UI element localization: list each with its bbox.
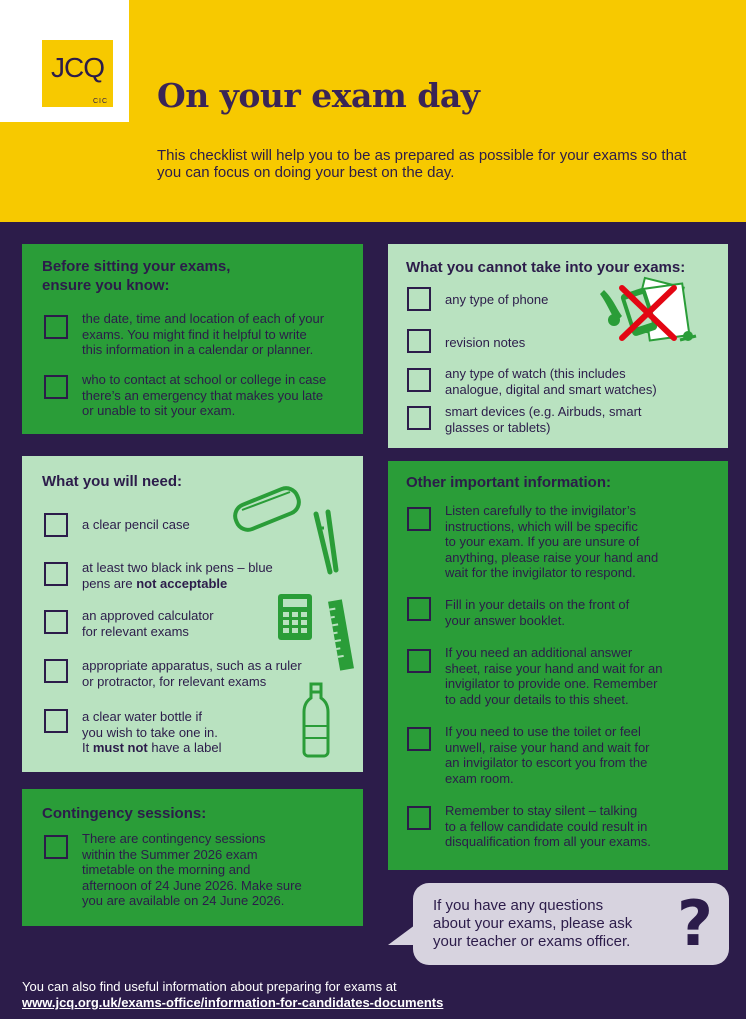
item-line: sheet, raise your hand and wait for an (445, 660, 663, 676)
item-line: any type of phone (445, 292, 549, 307)
before-item (82, 372, 372, 419)
item-line: your answer booklet. (445, 612, 565, 628)
item-line: you are available on 24 June 2026. (82, 893, 285, 908)
before-exams-panel (22, 244, 363, 434)
item-line: exams. You might find it helpful to write (82, 326, 307, 342)
item-emphasis: not acceptable (136, 575, 228, 591)
cannot-item (445, 292, 605, 308)
item-line: this information in a calendar or planner. (82, 342, 314, 357)
item-line: revision notes (445, 335, 526, 350)
checkbox[interactable] (407, 368, 431, 392)
checkbox[interactable] (44, 659, 68, 683)
item-line: appropriate apparatus, such as a ruler (82, 658, 302, 673)
item-line (82, 740, 292, 756)
item-text: It (82, 740, 93, 755)
item-line: you wish to take one in. (82, 724, 218, 740)
item-line: exam room. (445, 770, 514, 786)
checkbox[interactable] (407, 406, 431, 430)
checkbox[interactable] (407, 507, 431, 531)
will-need-title: What you will need: (42, 473, 183, 490)
pencil-case-icon (228, 478, 308, 538)
checkbox[interactable] (44, 315, 68, 339)
item-line: any type of watch (this includes (445, 366, 626, 381)
need-item (82, 608, 272, 639)
footer-text: You can also find useful information about preparing for exams at (22, 979, 397, 994)
need-item (82, 709, 292, 756)
cannot-item (445, 404, 725, 435)
item-line: for relevant exams (82, 623, 189, 639)
cannot-item (445, 366, 725, 397)
logo-text: JCQ (51, 52, 104, 83)
pens-icon (312, 508, 346, 578)
question-mark-icon: ? (677, 887, 713, 960)
logo-subtext: CIC (92, 98, 108, 105)
item-line: Remember to stay silent – talking (445, 803, 638, 818)
item-line: anything, please raise your hand and (445, 549, 659, 565)
cannot-take-title: What you cannot take into your exams: (406, 259, 686, 276)
page-title: On your exam day (157, 76, 480, 115)
header (0, 0, 746, 222)
checkbox[interactable] (407, 329, 431, 353)
checkbox[interactable] (407, 649, 431, 673)
other-info-panel (388, 461, 728, 870)
questions-text (433, 897, 673, 951)
item-line: or protractor, for relevant exams (82, 673, 267, 689)
item-line: to add your details to this sheet. (445, 691, 629, 707)
item-line: analogue, digital and smart watches) (445, 381, 657, 397)
item-line: within the Summer 2026 exam (82, 846, 258, 862)
item-line: to your exam. If you are unsure of (445, 534, 640, 549)
item-line: smart devices (e.g. Airbuds, smart (445, 404, 642, 419)
item-line: afternoon of 24 June 2026. Make sure (82, 877, 302, 893)
cannot-take-panel (388, 244, 728, 448)
need-item (82, 560, 332, 591)
speech-bubble-tail (388, 925, 415, 945)
contingency-text (82, 831, 357, 909)
ruler-icon (326, 598, 360, 672)
bubble-line: about your exams, please ask (433, 915, 633, 932)
cannot-item (445, 335, 605, 351)
before-item (82, 311, 372, 358)
item-line: a clear water bottle if (82, 709, 202, 724)
contingency-panel (22, 789, 363, 926)
before-exams-title-line: Before sitting your exams, (42, 258, 231, 275)
checkbox[interactable] (407, 597, 431, 621)
other-item (445, 503, 725, 581)
intro-text: This checklist will help you to be as prepared as possible for your exams so that you can focus on doing your best on the day. (157, 147, 687, 181)
checkbox[interactable] (44, 513, 68, 537)
logo-box (0, 0, 129, 122)
other-item (445, 803, 725, 850)
item-line: the date, time and location of each of your (82, 311, 325, 326)
item-text: pens are (82, 575, 137, 591)
item-line: an invigilator to escort you from the (445, 755, 648, 770)
checkbox[interactable] (407, 727, 431, 751)
item-line: to a fellow candidate could result in (445, 818, 648, 834)
item-emphasis: must not (92, 740, 148, 755)
before-exams-title-line: ensure you know: (42, 277, 170, 294)
item-line: disqualification from all your exams. (445, 834, 651, 849)
item-line: There are contingency sessions (82, 831, 266, 846)
item-line: a clear pencil case (82, 517, 190, 532)
phone-and-notes-crossed-icon (596, 276, 704, 360)
footer-link[interactable]: www.jcq.org.uk/exams-office/information-for-candidates-documents (22, 995, 444, 1010)
item-line: instructions, which will be specific (445, 518, 638, 534)
checkbox[interactable] (44, 709, 68, 733)
bubble-line: If you have any questions (433, 897, 604, 914)
other-item (445, 597, 725, 628)
item-line: If you need an additional answer (445, 645, 633, 660)
other-item (445, 645, 725, 707)
item-line: or unable to sit your exam. (82, 403, 236, 418)
item-line: timetable on the morning and (82, 862, 251, 877)
item-line (82, 576, 332, 592)
item-line: at least two black ink pens – blue (82, 560, 273, 575)
other-item (445, 724, 725, 786)
contingency-title: Contingency sessions: (42, 805, 207, 822)
will-need-panel (22, 456, 363, 772)
item-line: an approved calculator (82, 608, 214, 623)
bubble-line: your teacher or exams officer. (433, 933, 631, 950)
item-line: who to contact at school or college in case (82, 372, 327, 387)
item-line: Listen carefully to the invigilator’s (445, 503, 637, 518)
before-exams-title (42, 257, 230, 295)
item-line: invigilator to provide one. Remember (445, 676, 658, 691)
item-line: unwell, raise your hand and wait for (445, 739, 650, 755)
checkbox[interactable] (407, 287, 431, 311)
item-line: there’s an emergency that makes you late (82, 387, 324, 403)
item-line: If you need to use the toilet or feel (445, 724, 641, 739)
item-text: have a label (147, 740, 222, 755)
checkbox[interactable] (44, 375, 68, 399)
item-line: wait for the invigilator to respond. (445, 565, 636, 580)
checkbox[interactable] (44, 835, 68, 859)
checkbox[interactable] (44, 562, 68, 586)
calculator-icon (276, 592, 314, 642)
checkbox[interactable] (44, 610, 68, 634)
jcq-logo[interactable] (42, 40, 113, 107)
other-info-title: Other important information: (406, 474, 611, 491)
item-line: glasses or tablets) (445, 419, 551, 435)
checkbox[interactable] (407, 806, 431, 830)
questions-speech-bubble (413, 883, 729, 965)
item-line: Fill in your details on the front of (445, 597, 630, 612)
water-bottle-icon (300, 682, 332, 758)
